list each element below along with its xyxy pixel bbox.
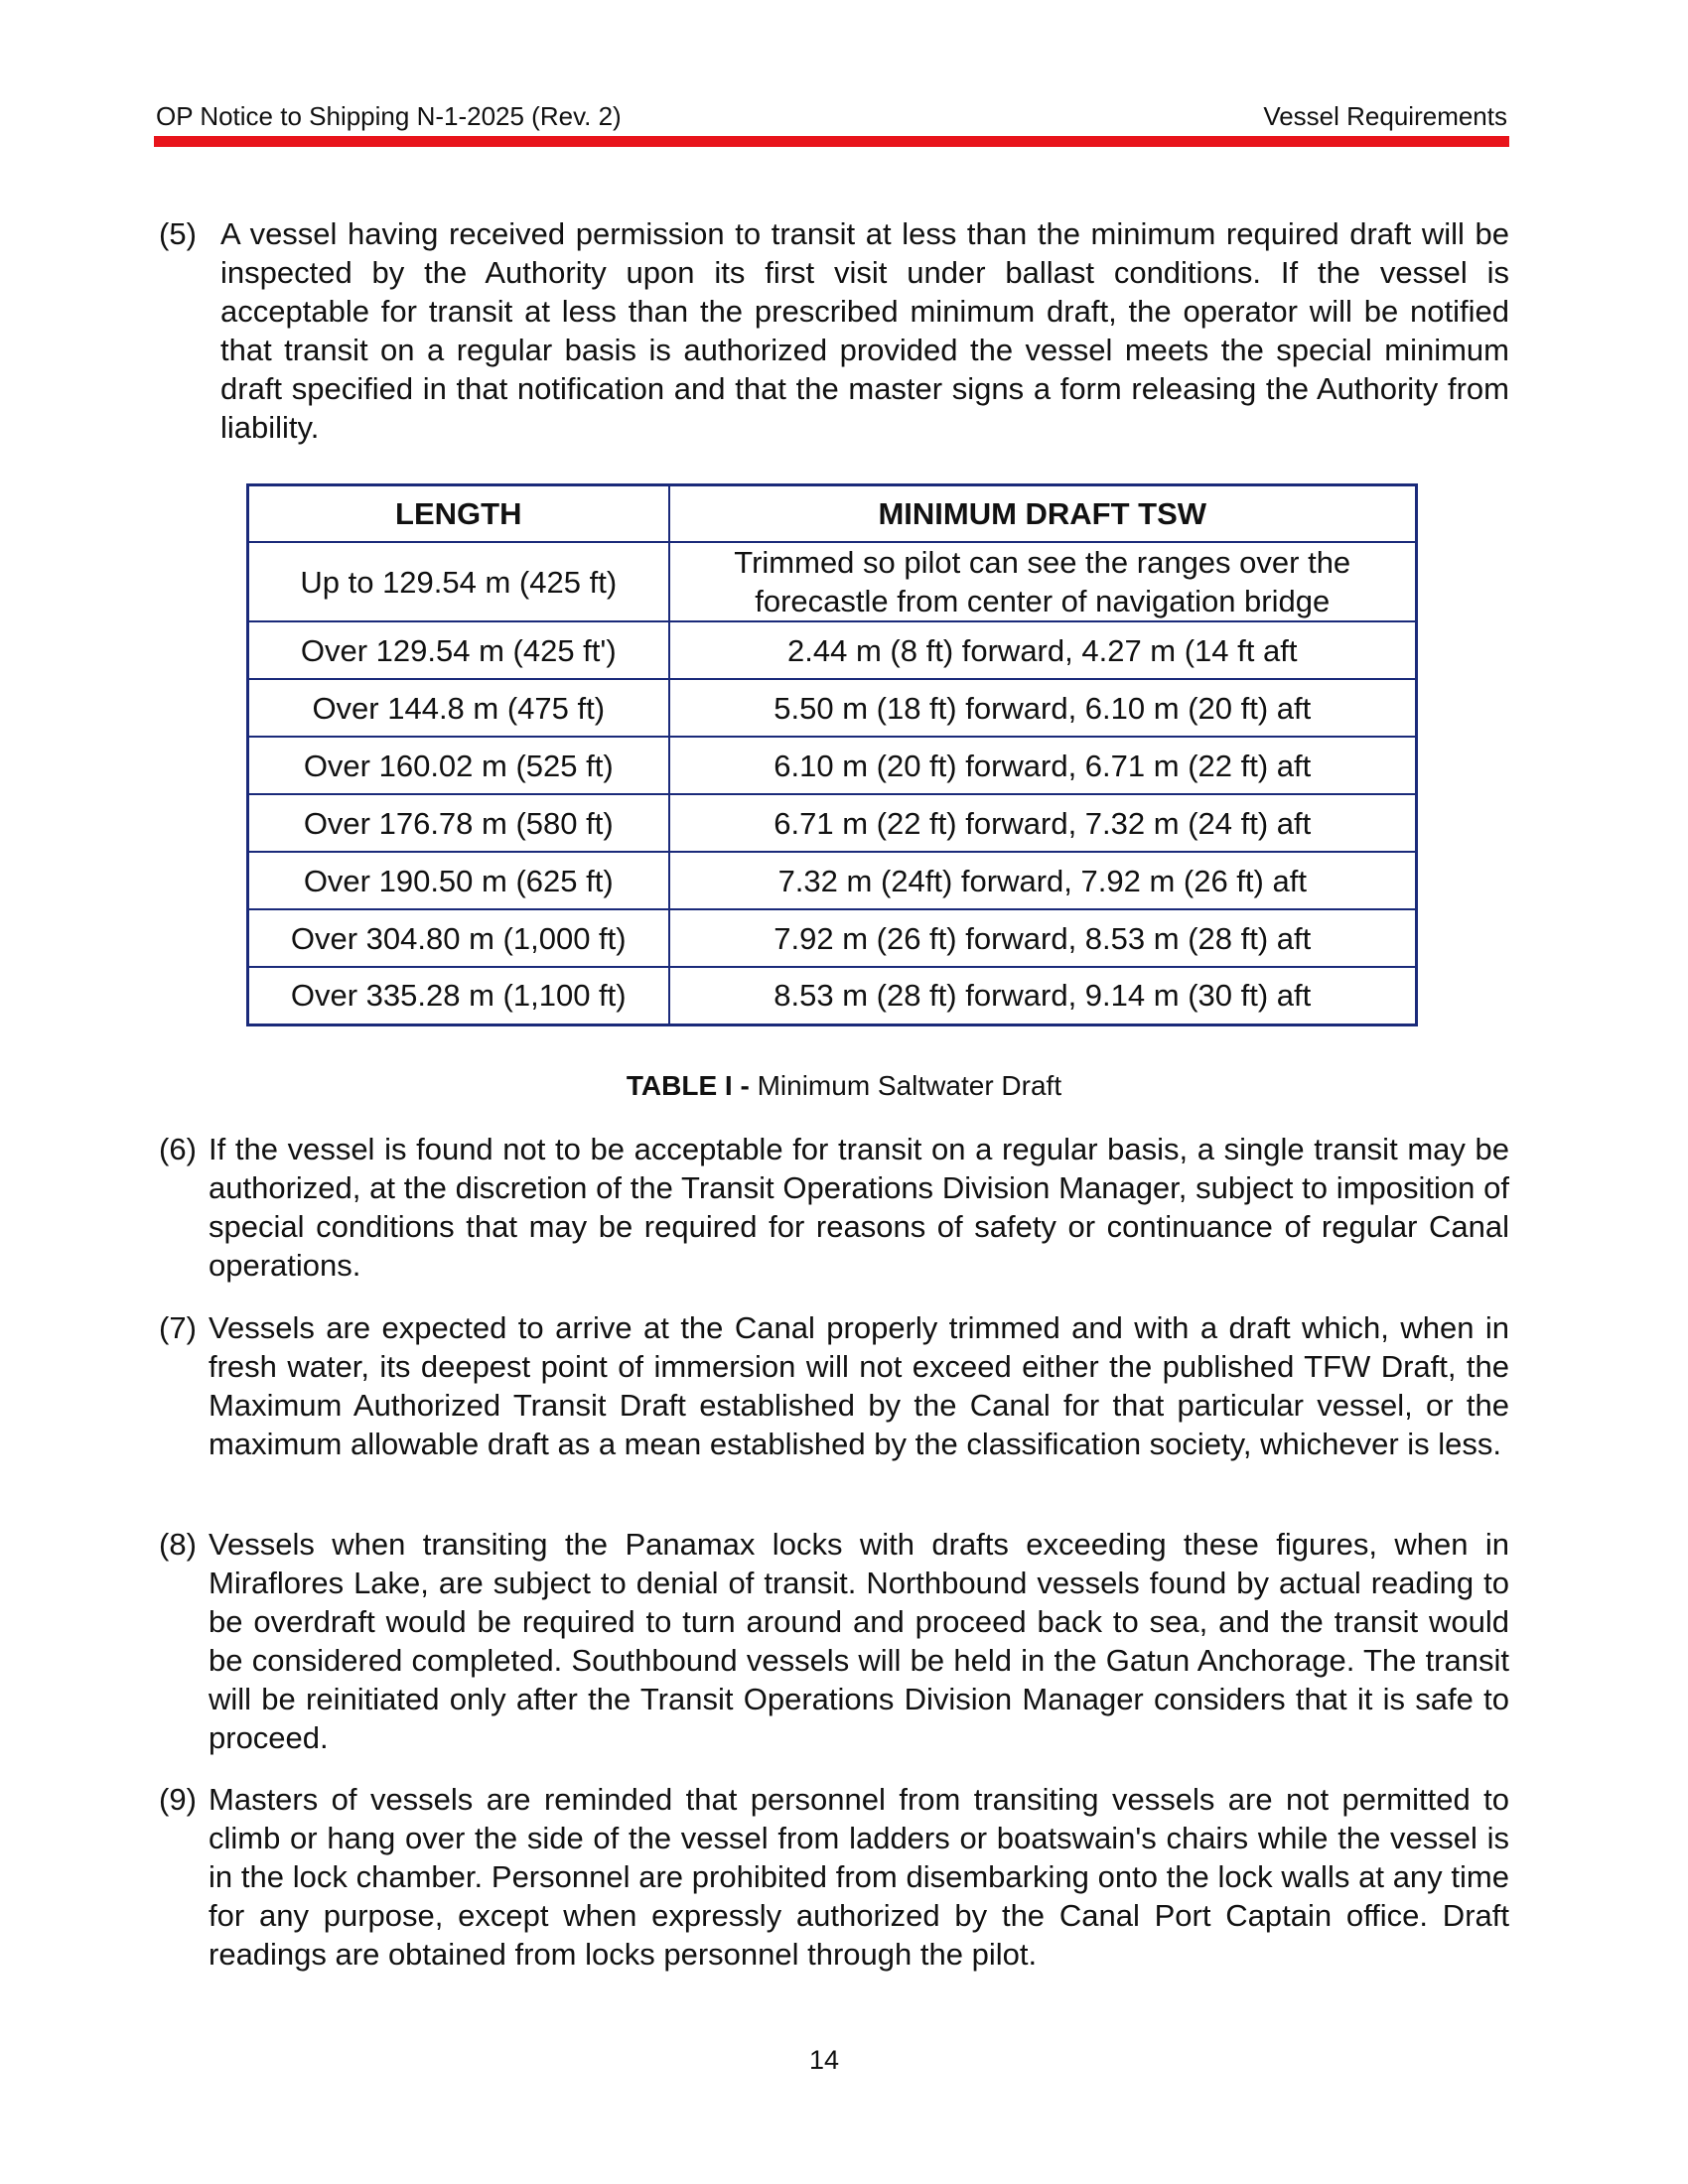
paragraph-text: Vessels are expected to arrive at the Canal properly trimmed and with a draft which, when in fresh water, its deepest point of immersion will not exceed either the published TFW Draft, the Maximum Authorized Transit Draft established by the Canal for that particular vessel, or the maximum allowable draft as a mean established by the classification society, whichever is less. [209, 1310, 1509, 1461]
draft-cell: 7.92 m (26 ft) forward, 8.53 m (28 ft) aft [669, 909, 1417, 967]
page-header [154, 97, 1509, 137]
paragraph-number: (8) [159, 1527, 197, 1562]
length-cell: Over 304.80 m (1,000 ft) [248, 909, 669, 967]
column-header-length: LENGTH [248, 485, 669, 543]
draft-cell: 2.44 m (8 ft) forward, 4.27 m (14 ft aft [669, 621, 1417, 679]
page-number: 14 [808, 2045, 840, 2075]
table-row [248, 909, 1417, 967]
paragraph-5 [159, 214, 1509, 447]
length-cell: Over 129.54 m (425 ft') [248, 621, 669, 679]
table-row [248, 542, 1417, 621]
table-row [248, 737, 1417, 794]
header-section-title: Vessel Requirements [1263, 101, 1507, 131]
length-cell: Over 335.28 m (1,100 ft) [248, 967, 669, 1024]
length-cell: Over 144.8 m (475 ft) [248, 679, 669, 737]
paragraph-6 [159, 1130, 1509, 1285]
table-caption [0, 1070, 1688, 1102]
minimum-draft-table [246, 483, 1418, 1026]
paragraph-9 [159, 1780, 1509, 1974]
length-cell: Over 176.78 m (580 ft) [248, 794, 669, 852]
draft-cell: 7.32 m (24ft) forward, 7.92 m (26 ft) aft [669, 852, 1417, 909]
paragraph-number: (9) [159, 1782, 197, 1817]
paragraph-7 [159, 1308, 1509, 1463]
draft-cell: 6.10 m (20 ft) forward, 6.71 m (22 ft) aft [669, 737, 1417, 794]
length-cell: Up to 129.54 m (425 ft) [248, 542, 669, 621]
length-cell: Over 160.02 m (525 ft) [248, 737, 669, 794]
draft-cell: 5.50 m (18 ft) forward, 6.10 m (20 ft) aft [669, 679, 1417, 737]
paragraph-text: A vessel having received permission to transit at less than the minimum required draft will be inspected by the Authority upon its first visit under ballast conditions. If the vessel is acceptable for transit at less than the prescribed minimum draft, the operator will be notified that transit on a regular basis is authorized provided the vessel meets the special minimum draft specified in that notification and that the master signs a form releasing the Authority from liability. [220, 216, 1509, 445]
table-caption-label: TABLE I - [626, 1070, 750, 1101]
table-row [248, 794, 1417, 852]
table-row [248, 967, 1417, 1024]
paragraph-number: (6) [159, 1132, 197, 1166]
paragraph-text: Vessels when transiting the Panamax locks with drafts exceeding these figures, when in Miraflores Lake, are subject to denial of transit. Northbound vessels found by actual reading to be overdraft would be required to turn around and proceed back to sea, and the transit would be considered completed. Southbound vessels will be held in the Gatun Anchorage. The transit will be reinitiated only after the Transit Operations Division Manager considers that it is safe to proceed. [209, 1527, 1509, 1755]
paragraph-number: (7) [159, 1310, 197, 1345]
table-row [248, 679, 1417, 737]
draft-cell: Trimmed so pilot can see the ranges over the forecastle from center of navigation bridge [669, 542, 1417, 621]
paragraph-number: (5) [159, 216, 197, 251]
table-row [248, 852, 1417, 909]
header-document-title: OP Notice to Shipping N-1-2025 (Rev. 2) [156, 101, 622, 131]
draft-cell: 6.71 m (22 ft) forward, 7.32 m (24 ft) aft [669, 794, 1417, 852]
draft-cell: 8.53 m (28 ft) forward, 9.14 m (30 ft) aft [669, 967, 1417, 1024]
header-red-rule [154, 136, 1509, 147]
paragraph-text: Masters of vessels are reminded that personnel from transiting vessels are not permitted to climb or hang over the side of the vessel from ladders or boatswain's chairs while the vessel is in the lock chamber. Personnel are prohibited from disembarking onto the lock walls at any time for any purpose, except when expressly authorized by the Canal Port Captain office. Draft readings are obtained from locks personnel through the pilot. [209, 1782, 1509, 1972]
paragraph-text: If the vessel is found not to be acceptable for transit on a regular basis, a single transit may be authorized, at the discretion of the Transit Operations Division Manager, subject to imposition of special conditions that may be required for reasons of safety or continuance of regular Canal operations. [209, 1132, 1509, 1283]
paragraph-8 [159, 1525, 1509, 1757]
table-caption-text: Minimum Saltwater Draft [749, 1070, 1062, 1101]
table-row [248, 621, 1417, 679]
length-cell: Over 190.50 m (625 ft) [248, 852, 669, 909]
column-header-minimum-draft: MINIMUM DRAFT TSW [669, 485, 1417, 543]
